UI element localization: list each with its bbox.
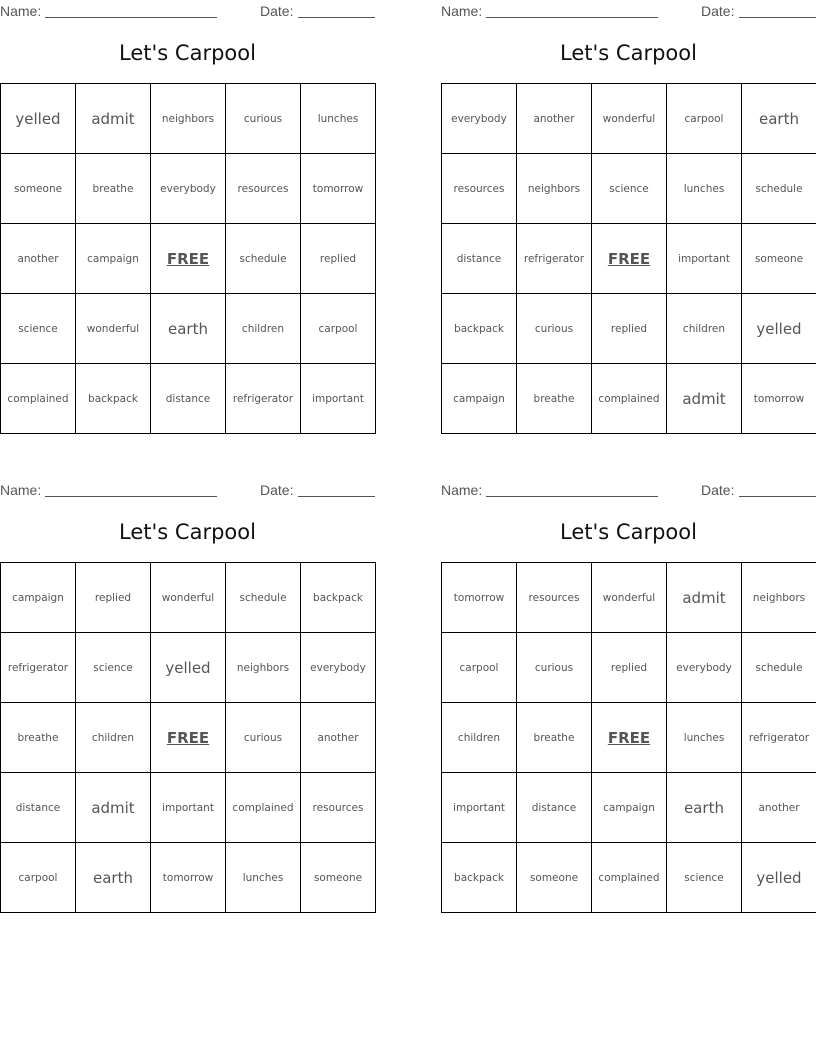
bingo-cell: distance [442, 224, 517, 294]
card-title: Let's Carpool [119, 520, 256, 544]
bingo-cell: curious [226, 84, 301, 154]
grid-row [442, 563, 816, 633]
bingo-cell: yelled [742, 294, 816, 364]
bingo-cell: refrigerator [226, 364, 301, 434]
bingo-card-2 [441, 0, 816, 430]
bingo-cell: admit [76, 773, 151, 843]
bingo-cell: replied [301, 224, 376, 294]
bingo-cell: resources [301, 773, 376, 843]
date-blank-line [298, 496, 375, 497]
bingo-cell: tomorrow [742, 364, 816, 434]
bingo-cell: schedule [742, 154, 816, 224]
bingo-cell: neighbors [226, 633, 301, 703]
bingo-cell: neighbors [742, 563, 816, 633]
bingo-card-3 [0, 479, 375, 909]
name-label: Name: [441, 3, 483, 19]
bingo-cell: distance [151, 364, 226, 434]
bingo-cell: carpool [1, 843, 76, 913]
bingo-cell: distance [517, 773, 592, 843]
bingo-cell: admit [667, 563, 742, 633]
bingo-cell: refrigerator [1, 633, 76, 703]
bingo-cell: complained [592, 364, 667, 434]
bingo-cell: complained [1, 364, 76, 434]
bingo-cell: replied [592, 633, 667, 703]
grid-row [1, 773, 376, 843]
date-label: Date: [260, 482, 294, 498]
date-label: Date: [701, 3, 735, 19]
grid-row [442, 224, 816, 294]
name-blank-line [45, 496, 217, 497]
bingo-cell: yelled [151, 633, 226, 703]
grid-row [1, 154, 376, 224]
bingo-cell: complained [226, 773, 301, 843]
bingo-grid [0, 83, 376, 434]
bingo-cell: resources [226, 154, 301, 224]
bingo-grid [441, 562, 816, 913]
bingo-cell: curious [517, 633, 592, 703]
grid-row [1, 563, 376, 633]
bingo-cell: important [667, 224, 742, 294]
bingo-cell: complained [592, 843, 667, 913]
bingo-cell: someone [517, 843, 592, 913]
bingo-cell: wonderful [76, 294, 151, 364]
bingo-cell: earth [742, 84, 816, 154]
bingo-cell: tomorrow [301, 154, 376, 224]
bingo-cell: carpool [301, 294, 376, 364]
bingo-cell: tomorrow [151, 843, 226, 913]
bingo-cell: replied [592, 294, 667, 364]
grid-row [1, 294, 376, 364]
bingo-cell: campaign [592, 773, 667, 843]
bingo-cell: everybody [151, 154, 226, 224]
bingo-cell: earth [76, 843, 151, 913]
name-label: Name: [0, 3, 42, 19]
date-blank-line [298, 17, 375, 18]
bingo-cell: campaign [76, 224, 151, 294]
card-header [441, 479, 816, 501]
bingo-cell: another [1, 224, 76, 294]
bingo-cell: neighbors [151, 84, 226, 154]
bingo-cell: breathe [1, 703, 76, 773]
bingo-cell: someone [1, 154, 76, 224]
grid-row [442, 84, 816, 154]
bingo-cell: admit [76, 84, 151, 154]
bingo-cell: lunches [226, 843, 301, 913]
bingo-cell: someone [301, 843, 376, 913]
bingo-cell: children [76, 703, 151, 773]
bingo-cell: yelled [742, 843, 816, 913]
date-label: Date: [701, 482, 735, 498]
bingo-cell: curious [226, 703, 301, 773]
card-title: Let's Carpool [560, 520, 697, 544]
bingo-cell: backpack [76, 364, 151, 434]
name-blank-line [45, 17, 217, 18]
bingo-cell: everybody [442, 84, 517, 154]
bingo-cell: wonderful [592, 84, 667, 154]
bingo-cell: another [742, 773, 816, 843]
bingo-cell: yelled [1, 84, 76, 154]
bingo-cell: another [301, 703, 376, 773]
bingo-cell: backpack [301, 563, 376, 633]
bingo-cell: resources [442, 154, 517, 224]
bingo-cell: distance [1, 773, 76, 843]
name-blank-line [486, 496, 658, 497]
bingo-cell: breathe [517, 364, 592, 434]
bingo-cell: someone [742, 224, 816, 294]
bingo-cell: carpool [442, 633, 517, 703]
bingo-cell: refrigerator [517, 224, 592, 294]
bingo-cell: lunches [667, 154, 742, 224]
bingo-cell: schedule [226, 563, 301, 633]
bingo-cell: wonderful [592, 563, 667, 633]
grid-row [1, 633, 376, 703]
bingo-cell: science [592, 154, 667, 224]
bingo-cell: important [151, 773, 226, 843]
bingo-cell: refrigerator [742, 703, 816, 773]
name-label: Name: [441, 482, 483, 498]
card-header [0, 479, 375, 501]
bingo-card-1 [0, 0, 375, 430]
bingo-grid [0, 562, 376, 913]
bingo-cell: curious [517, 294, 592, 364]
bingo-cell: science [1, 294, 76, 364]
bingo-cell: backpack [442, 294, 517, 364]
bingo-grid [441, 83, 816, 434]
bingo-cell: important [301, 364, 376, 434]
grid-row [1, 224, 376, 294]
bingo-cell: science [76, 633, 151, 703]
bingo-cell: important [442, 773, 517, 843]
bingo-cell: lunches [301, 84, 376, 154]
bingo-cell: resources [517, 563, 592, 633]
bingo-cell: admit [667, 364, 742, 434]
bingo-cell: science [667, 843, 742, 913]
grid-row [1, 843, 376, 913]
bingo-cell: children [667, 294, 742, 364]
grid-row [442, 364, 816, 434]
bingo-cell: children [442, 703, 517, 773]
bingo-cell: children [226, 294, 301, 364]
date-blank-line [739, 17, 816, 18]
bingo-cell: lunches [667, 703, 742, 773]
bingo-cell: everybody [301, 633, 376, 703]
free-space-cell: FREE [592, 224, 667, 294]
bingo-cell: carpool [667, 84, 742, 154]
date-label: Date: [260, 3, 294, 19]
free-space-cell: FREE [592, 703, 667, 773]
grid-row [1, 703, 376, 773]
card-header [0, 0, 375, 22]
card-header [441, 0, 816, 22]
bingo-cell: campaign [1, 563, 76, 633]
bingo-cell: wonderful [151, 563, 226, 633]
grid-row [442, 154, 816, 224]
grid-row [1, 364, 376, 434]
grid-row [442, 773, 816, 843]
bingo-cell: neighbors [517, 154, 592, 224]
grid-row [442, 294, 816, 364]
bingo-cell: schedule [742, 633, 816, 703]
grid-row [442, 703, 816, 773]
bingo-card-4 [441, 479, 816, 909]
bingo-cell: backpack [442, 843, 517, 913]
bingo-cell: replied [76, 563, 151, 633]
bingo-cell: tomorrow [442, 563, 517, 633]
bingo-cell: campaign [442, 364, 517, 434]
bingo-cell: breathe [76, 154, 151, 224]
grid-row [442, 633, 816, 703]
free-space-cell: FREE [151, 224, 226, 294]
name-blank-line [486, 17, 658, 18]
bingo-cell: another [517, 84, 592, 154]
card-title: Let's Carpool [119, 41, 256, 65]
date-blank-line [739, 496, 816, 497]
grid-row [442, 843, 816, 913]
card-title: Let's Carpool [560, 41, 697, 65]
name-label: Name: [0, 482, 42, 498]
free-space-cell: FREE [151, 703, 226, 773]
grid-row [1, 84, 376, 154]
bingo-cell: earth [151, 294, 226, 364]
bingo-cell: everybody [667, 633, 742, 703]
bingo-cell: schedule [226, 224, 301, 294]
bingo-cell: earth [667, 773, 742, 843]
bingo-cell: breathe [517, 703, 592, 773]
